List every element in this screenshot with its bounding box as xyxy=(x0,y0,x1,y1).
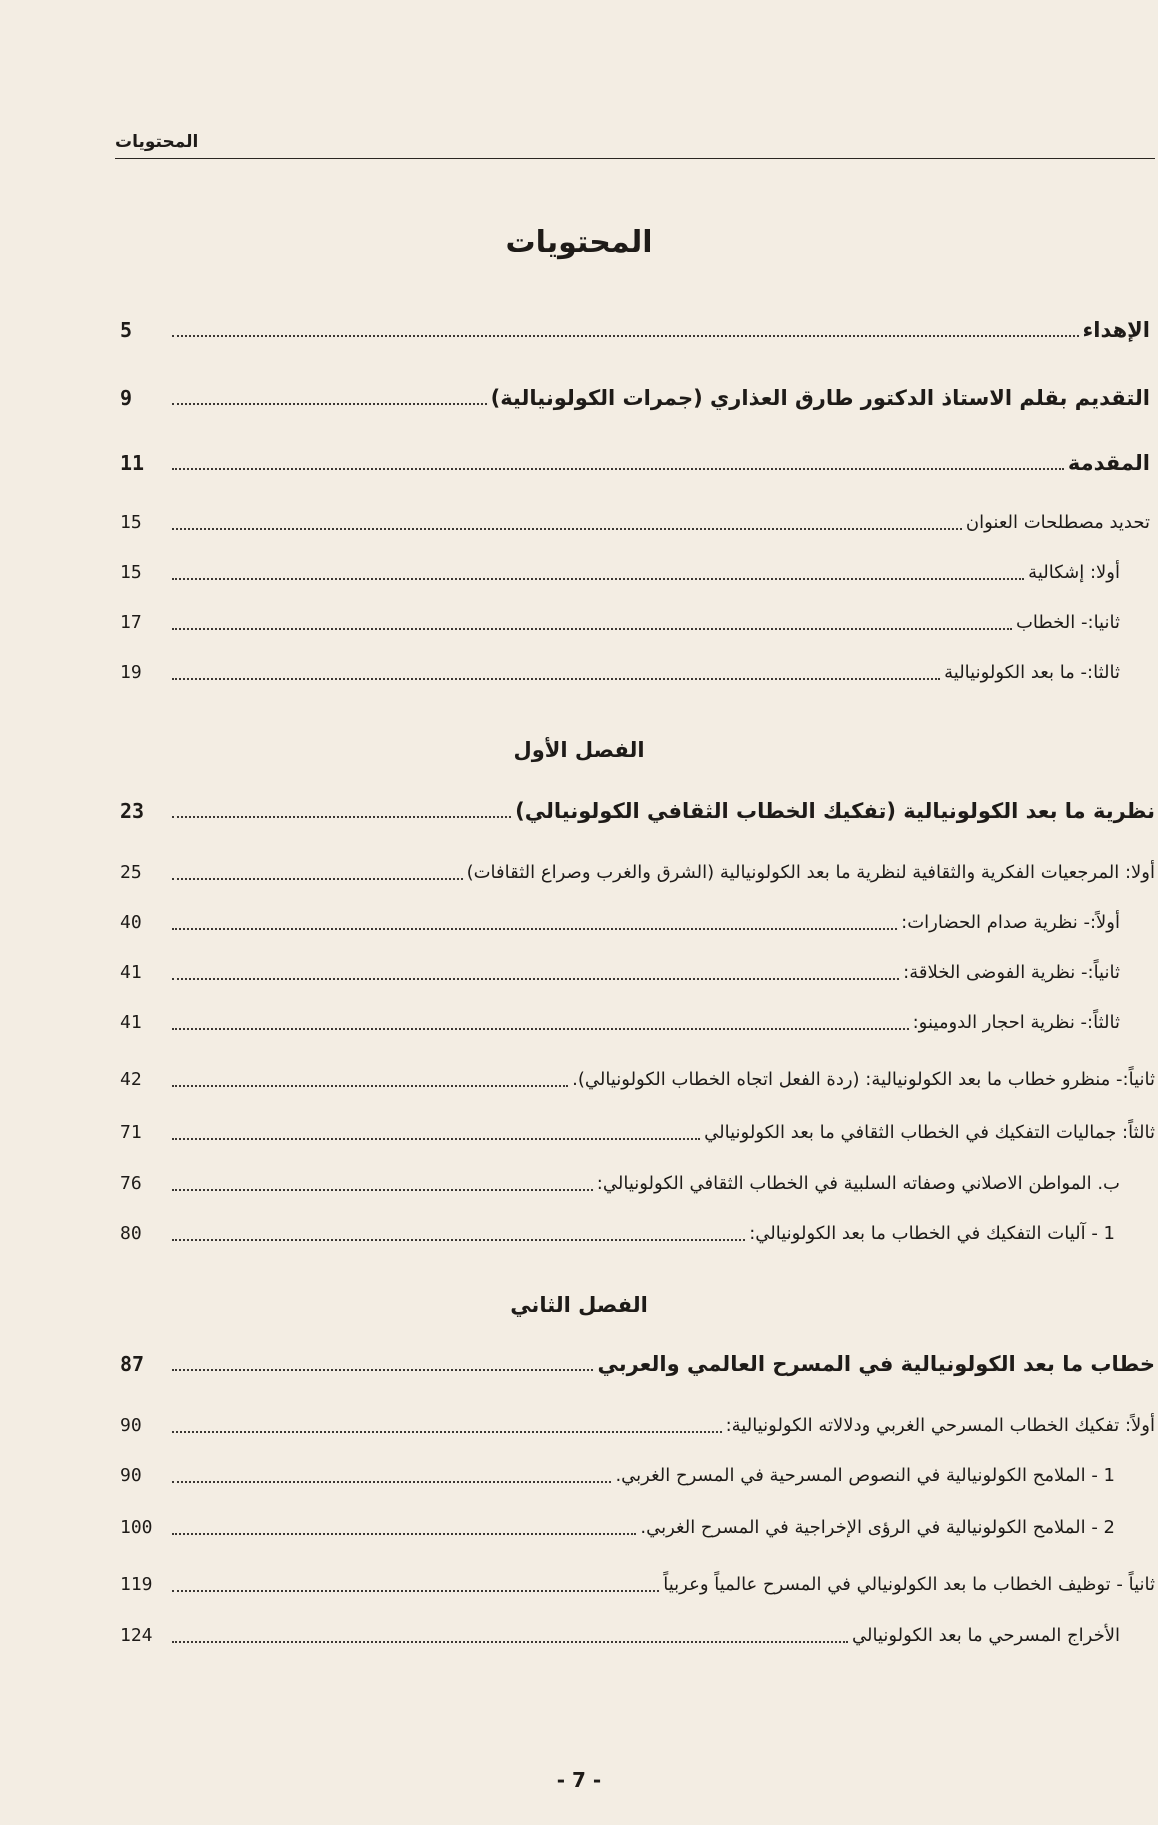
toc-leader-dots xyxy=(172,1431,722,1433)
toc-entry xyxy=(120,1458,1115,1488)
toc-entry-chapter-title xyxy=(120,1346,1155,1376)
toc-leader-dots xyxy=(172,468,1064,470)
toc-entry xyxy=(120,555,1120,585)
toc-leader-dots xyxy=(172,1138,700,1140)
toc-entry-introduction xyxy=(120,445,1150,475)
toc-entry-dedication xyxy=(120,312,1150,342)
toc-entry xyxy=(120,955,1120,985)
toc-entry-label: ب. المواطن الاصلاني وصفاته السلبية في الخطاب الثقافي الكولونيالي: xyxy=(596,1173,1120,1194)
toc-leader-dots xyxy=(172,928,897,930)
toc-page-number: 41 xyxy=(120,1012,142,1033)
toc-leader-dots xyxy=(172,1189,593,1191)
toc-entry-label: ثالثاً:- نظرية احجار الدومينو: xyxy=(912,1012,1120,1033)
toc-page-number: 80 xyxy=(120,1223,142,1244)
toc-leader-dots xyxy=(172,978,899,980)
toc-leader-dots xyxy=(172,816,511,818)
toc-entry xyxy=(120,1408,1155,1438)
toc-leader-dots xyxy=(172,1085,568,1087)
toc-entry-chapter-title xyxy=(120,793,1155,823)
toc-entry xyxy=(120,1216,1115,1246)
toc-page-number: 15 xyxy=(120,562,142,583)
toc-entry xyxy=(120,1567,1155,1597)
toc-page-number: 23 xyxy=(120,799,145,823)
toc-entry-label: 1 - الملامح الكولونيالية في النصوص المسرحية في المسرح الغربي. xyxy=(615,1465,1115,1486)
toc-page-number: 17 xyxy=(120,612,142,633)
running-header: المحتويات xyxy=(115,132,199,152)
toc-page-number: 42 xyxy=(120,1069,142,1090)
toc-entry xyxy=(120,505,1150,535)
toc-leader-dots xyxy=(172,578,1024,580)
toc-leader-dots xyxy=(172,878,463,880)
toc-entry xyxy=(120,1510,1115,1540)
toc-entry-label: 2 - الملامح الكولونيالية في الرؤى الإخراجية في المسرح الغربي. xyxy=(640,1517,1115,1538)
toc-leader-dots xyxy=(172,528,962,530)
toc-page-number: 90 xyxy=(120,1465,142,1486)
toc-page-number: 76 xyxy=(120,1173,142,1194)
toc-entry-label: ثالثا:- ما بعد الكولونيالية xyxy=(944,662,1120,683)
toc-page-number: 90 xyxy=(120,1415,142,1436)
toc-leader-dots xyxy=(172,1028,909,1030)
toc-page-number: 119 xyxy=(120,1574,153,1595)
toc-entry xyxy=(120,1166,1120,1196)
toc-page-number: 25 xyxy=(120,862,142,883)
toc-leader-dots xyxy=(172,1239,745,1241)
toc-entry-label: ثانياً:- منظرو خطاب ما بعد الكولونيالية: (ردة الفعل اتجاه الخطاب الكولونيالي). xyxy=(572,1069,1155,1090)
toc-page-number: 9 xyxy=(120,386,133,410)
toc-leader-dots xyxy=(172,1641,848,1643)
toc-entry xyxy=(120,905,1120,935)
toc-entry-label: الأخراج المسرحي ما بعد الكولونيالي xyxy=(851,1625,1120,1646)
toc-entry-label: أولا: إشكالية xyxy=(1028,562,1120,583)
toc-leader-dots xyxy=(172,678,940,680)
toc-entry xyxy=(120,605,1120,635)
toc-entry-label: أولاً: تفكيك الخطاب المسرحي الغربي ودلالاته الكولونيالية: xyxy=(725,1415,1155,1436)
toc-leader-dots xyxy=(172,335,1079,337)
toc-entry-foreword xyxy=(120,380,1150,410)
toc-leader-dots xyxy=(172,1369,593,1371)
toc-entry-label: ثانياً - توظيف الخطاب ما بعد الكولونيالي في المسرح عالمياً وعربياً xyxy=(663,1574,1155,1595)
toc-entry-label: نظرية ما بعد الكولونيالية (تفكيك الخطاب الثقافي الكولونيالي) xyxy=(515,799,1155,823)
toc-page-number: 41 xyxy=(120,962,142,983)
toc-entry xyxy=(120,1618,1120,1648)
toc-entry-label: التقديم بقلم الاستاذ الدكتور طارق العذاري (جمرات الكولونيالية) xyxy=(490,386,1150,410)
toc-page-number: 5 xyxy=(120,318,133,342)
toc-entry-label: ثانيا:- الخطاب xyxy=(1015,612,1120,633)
toc-entry-label: تحديد مصطلحات العنوان xyxy=(965,512,1150,533)
toc-page-number: 124 xyxy=(120,1625,153,1646)
toc-leader-dots xyxy=(172,403,487,405)
toc-page-number: 19 xyxy=(120,662,142,683)
toc-entry xyxy=(120,1005,1120,1035)
toc-leader-dots xyxy=(172,628,1012,630)
page-title: المحتويات xyxy=(505,225,653,260)
toc-page-number: 15 xyxy=(120,512,142,533)
toc-entry-label: خطاب ما بعد الكولونيالية في المسرح العالمي والعربي xyxy=(597,1352,1155,1376)
toc-leader-dots xyxy=(172,1533,636,1535)
toc-entry xyxy=(120,1115,1155,1145)
toc-entry-label: ثانياً:- نظرية الفوضى الخلاقة: xyxy=(903,962,1120,983)
chapter-heading-second: الفصل الثاني xyxy=(510,1293,648,1317)
toc-leader-dots xyxy=(172,1590,659,1592)
toc-entry-label: 1 - آليات التفكيك في الخطاب ما بعد الكولونيالي: xyxy=(749,1223,1115,1244)
toc-entry-label: المقدمة xyxy=(1067,451,1150,475)
toc-entry-label: أولاً:- نظرية صدام الحضارات: xyxy=(901,912,1120,933)
toc-entry xyxy=(120,1062,1155,1092)
toc-page-number: 40 xyxy=(120,912,142,933)
header-rule xyxy=(115,158,1155,159)
toc-entry-label: الإهداء xyxy=(1082,318,1150,342)
toc-page-number: 71 xyxy=(120,1122,142,1143)
page-number: - 7 - xyxy=(556,1768,602,1792)
toc-entry xyxy=(120,655,1120,685)
toc-entry-label: ثالثاً: جماليات التفكيك في الخطاب الثقافي ما بعد الكولونيالي xyxy=(704,1122,1155,1143)
toc-page-number: 100 xyxy=(120,1517,153,1538)
toc-page-number: 87 xyxy=(120,1352,145,1376)
toc-entry-label: أولا: المرجعيات الفكرية والثقافية لنظرية ما بعد الكولونيالية (الشرق والغرب وصراع الثقافات) xyxy=(466,862,1155,883)
toc-leader-dots xyxy=(172,1481,611,1483)
toc-page-number: 11 xyxy=(120,451,145,475)
chapter-heading-first: الفصل الأول xyxy=(513,738,645,762)
toc-entry xyxy=(120,855,1155,885)
